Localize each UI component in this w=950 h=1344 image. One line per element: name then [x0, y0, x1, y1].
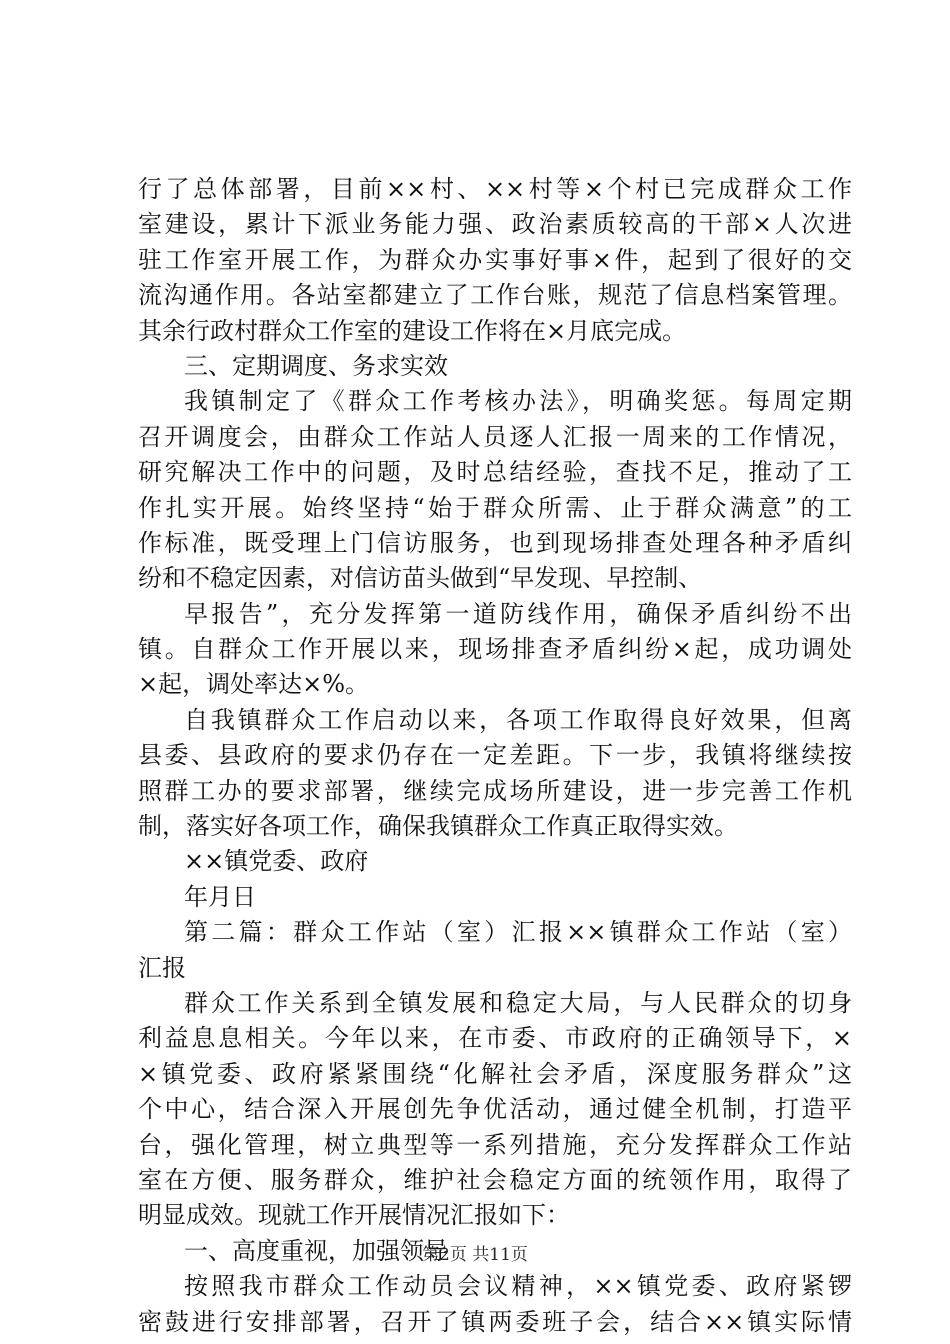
section-heading: 一、高度重视，加强领导 — [184, 1236, 448, 1265]
signature-line: ××镇党委、政府 — [184, 847, 369, 876]
text-line: 照群工办的要求部署，继续完成场所建设，进一步完善工作机 — [138, 776, 852, 805]
text-line: 召开调度会，由群众工作站人员逐人汇报一周来的工作情况， — [138, 422, 852, 451]
text-line: 室在方便、服务群众，维护社会稳定方面的统领作用，取得了 — [138, 1165, 852, 1194]
text-line: 作扎实开展。始终坚持“始于群众所需、止于群众满意”的工 — [138, 493, 852, 522]
text-line: 密鼓进行安排部署，召开了镇两委班子会，结合××镇实际情 — [138, 1307, 852, 1336]
text-line: 我镇制定了《群众工作考核办法》，明确奖惩。每周定期 — [184, 387, 852, 416]
text-line: 其余行政村群众工作室的建设工作将在×月底完成。 — [138, 316, 687, 345]
text-line: ×起，调处率达×%。 — [138, 670, 370, 699]
text-line: 县委、县政府的要求仍存在一定差距。下一步，我镇将继续按 — [138, 741, 852, 770]
text-line: 台，强化管理，树立典型等一系列措施，充分发挥群众工作站 — [138, 1130, 852, 1159]
date-line: 年月日 — [184, 882, 256, 911]
article-title: 第二篇：群众工作站（室）汇报××镇群众工作站（室） — [184, 918, 852, 947]
text-line: 群众工作关系到全镇发展和稳定大局，与人民群众的切身 — [184, 988, 852, 1017]
text-line: 流沟通作用。各站室都建立了工作台账，规范了信息档案管理。 — [138, 281, 852, 310]
text-line: 按照我市群众工作动员会议精神，××镇党委、政府紧锣 — [184, 1272, 852, 1301]
text-line: 驻工作室开展工作，为群众办实事好事×件，起到了很好的交 — [138, 245, 852, 274]
document-body — [138, 172, 852, 1340]
text-line: 早报告”，充分发挥第一道防线作用，确保矛盾纠纷不出 — [184, 599, 852, 628]
section-heading: 三、定期调度、务求实效 — [184, 351, 448, 380]
text-line: 纷和不稳定因素，对信访苗头做到“早发现、早控制、 — [138, 564, 703, 593]
text-line: 行了总体部署，目前××村、××村等×个村已完成群众工作 — [138, 175, 852, 203]
page-number-footer: 第2页 共11页 — [422, 1245, 528, 1265]
text-line: 镇。自群众工作开展以来，现场排查矛盾纠纷×起，成功调处 — [138, 635, 852, 664]
text-line: 室建设，累计下派业务能力强、政治素质较高的干部×人次进 — [138, 210, 852, 239]
text-line: 制，落实好各项工作，确保我镇群众工作真正取得实效。 — [138, 812, 738, 841]
text-line: 个中心，结合深入开展创先争优活动，通过健全机制，打造平 — [138, 1095, 852, 1124]
article-title-continued: 汇报 — [138, 953, 186, 982]
text-line: 研究解决工作中的问题，及时总结经验，查找不足，推动了工 — [138, 458, 852, 487]
text-line: ×镇党委、政府紧紧围绕“化解社会矛盾，深度服务群众”这 — [138, 1059, 852, 1088]
text-line: 利益息息相关。今年以来，在市委、市政府的正确领导下，× — [138, 1024, 852, 1053]
text-line: 作标准，既受理上门信访服务，也到现场排查处理各种矛盾纠 — [138, 528, 852, 557]
text-line: 明显成效。现就工作开展情况汇报如下： — [138, 1201, 570, 1230]
text-line: 自我镇群众工作启动以来，各项工作取得良好效果，但离 — [184, 705, 852, 734]
